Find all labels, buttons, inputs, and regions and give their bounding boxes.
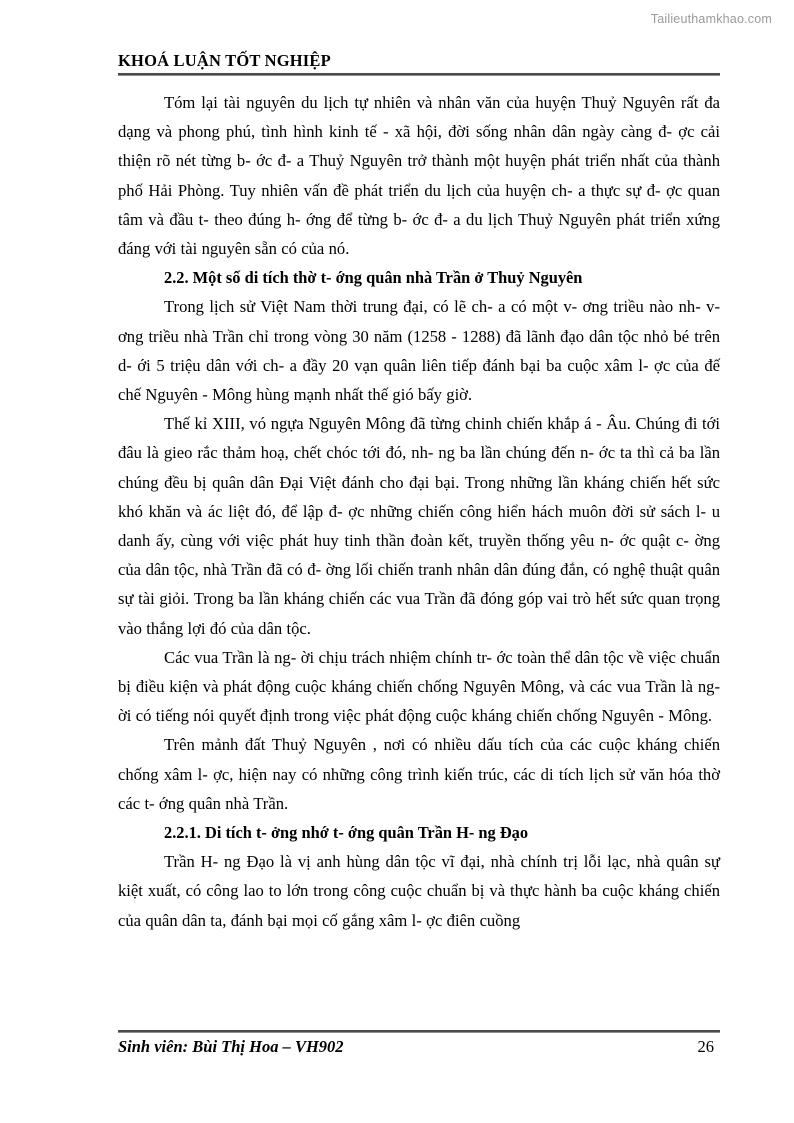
running-header	[118, 52, 720, 76]
section-heading: 2.2.1. Di tích t- ởng nhớ t- ớng quân Trần H- ng Đạo	[164, 823, 529, 843]
running-footer	[118, 1030, 720, 1057]
document-body	[118, 88, 720, 935]
site-watermark: Tailieuthamkhao.com	[650, 12, 772, 26]
body-paragraph: Trần H- ng Đạo là vị anh hùng dân tộc vĩ đại, nhà chính trị lỗi lạc, nhà quân sự kiệt xuất, có công lao to lớn trong công cuộc chuẩn bị và thực hành ba cuộc kháng chiến của quân dân ta, đánh bại mọi cố gắng xâm l- ợc điên cuồng	[118, 852, 720, 930]
footer-rule	[118, 1030, 720, 1033]
body-paragraph: Trong lịch sử Việt Nam thời trung đại, có lẽ ch- a có một v- ơng triều nào nh- v- ơng triều nhà Trần chỉ trong vòng 30 năm (1258 - 1288) đã lãnh đạo dân tộc nhỏ bé trên d- ới 5 triệu dân với ch- a đầy 20 vạn quân liên tiếp đánh bại ba cuộc xâm l- ợc của đế chế Nguyên - Mông hùng mạnh nhất thế gió bấy giờ.	[118, 297, 720, 405]
page-number: 26	[697, 1037, 714, 1056]
header-title: KHOÁ LUẬN TỐT NGHIỆP	[118, 51, 331, 70]
body-paragraph: Thế kỉ XIII, vó ngựa Nguyên Mông đã từng chinh chiến khắp á - Âu. Chúng đi tới đâu là gieo rắc thảm hoạ, chết chóc tới đó, nh- ng ba lần chúng đến n- ớc ta thì cả ba lần chúng đều bị quân dân Đại Việt đánh cho đại bại. Trong những lần kháng chiến hết sức khó khăn và ác liệt đó, để lập đ- ợc những chiến công hiển hách muôn đời sử sách l- u danh ấy, cùng với việc phát huy tinh thần đoàn kết, truyền thống yêu n- ớc quật c- ờng của dân tộc, nhà Trần đã có đ- ờng lối chiến tranh nhân dân đúng đắn, có nghệ thuật quân sự tài giỏi. Trong ba lần kháng chiến các vua Trần đã đóng góp vai trò hết sức quan trọng vào thắng lợi đó của dân tộc.	[118, 414, 720, 638]
header-rule	[118, 73, 720, 76]
body-paragraph: Tóm lại tài nguyên du lịch tự nhiên và nhân văn của huyện Thuỷ Nguyên rất đa dạng và phong phú, tình hình kinh tế - xã hội, đời sống nhân dân ngày càng đ- ợc cải thiện rõ nét từng b- ớc đ- a Thuỷ Nguyên trở thành một huyện phát triển nhất của thành phố Hải Phòng. Tuy nhiên vấn đề phát triển du lịch của huyện ch- a thực sự đ- ợc quan tâm và đầu t- theo đúng h- ớng để từng b- ớc đ- a du lịch Thuỷ Nguyên phát triển xứng đáng với tài nguyên sẵn có của nó.	[118, 93, 720, 259]
footer-row	[118, 1037, 720, 1057]
body-paragraph: Trên mảnh đất Thuỷ Nguyên , nơi có nhiều dấu tích của các cuộc kháng chiến chống xâm l- ợc, hiện nay có những công trình kiến trúc, các di tích lịch sử văn hóa thờ các t- ớng quân nhà Trần.	[118, 735, 720, 813]
footer-student-name: Sinh viên: Bùi Thị Hoa – VH902	[118, 1037, 344, 1056]
body-paragraph: Các vua Trần là ng- ời chịu trách nhiệm chính tr- ớc toàn thể dân tộc về việc chuẩn bị điều kiện và phát động cuộc kháng chiến chống Nguyên Mông, và các vua Trần là ng- ời có tiếng nói quyết định trong việc phát động cuộc kháng chiến chống Nguyên - Mông.	[118, 647, 720, 726]
section-heading: 2.2. Một số di tích thờ t- ớng quân nhà Trần ở Thuỷ Nguyên	[164, 268, 583, 288]
